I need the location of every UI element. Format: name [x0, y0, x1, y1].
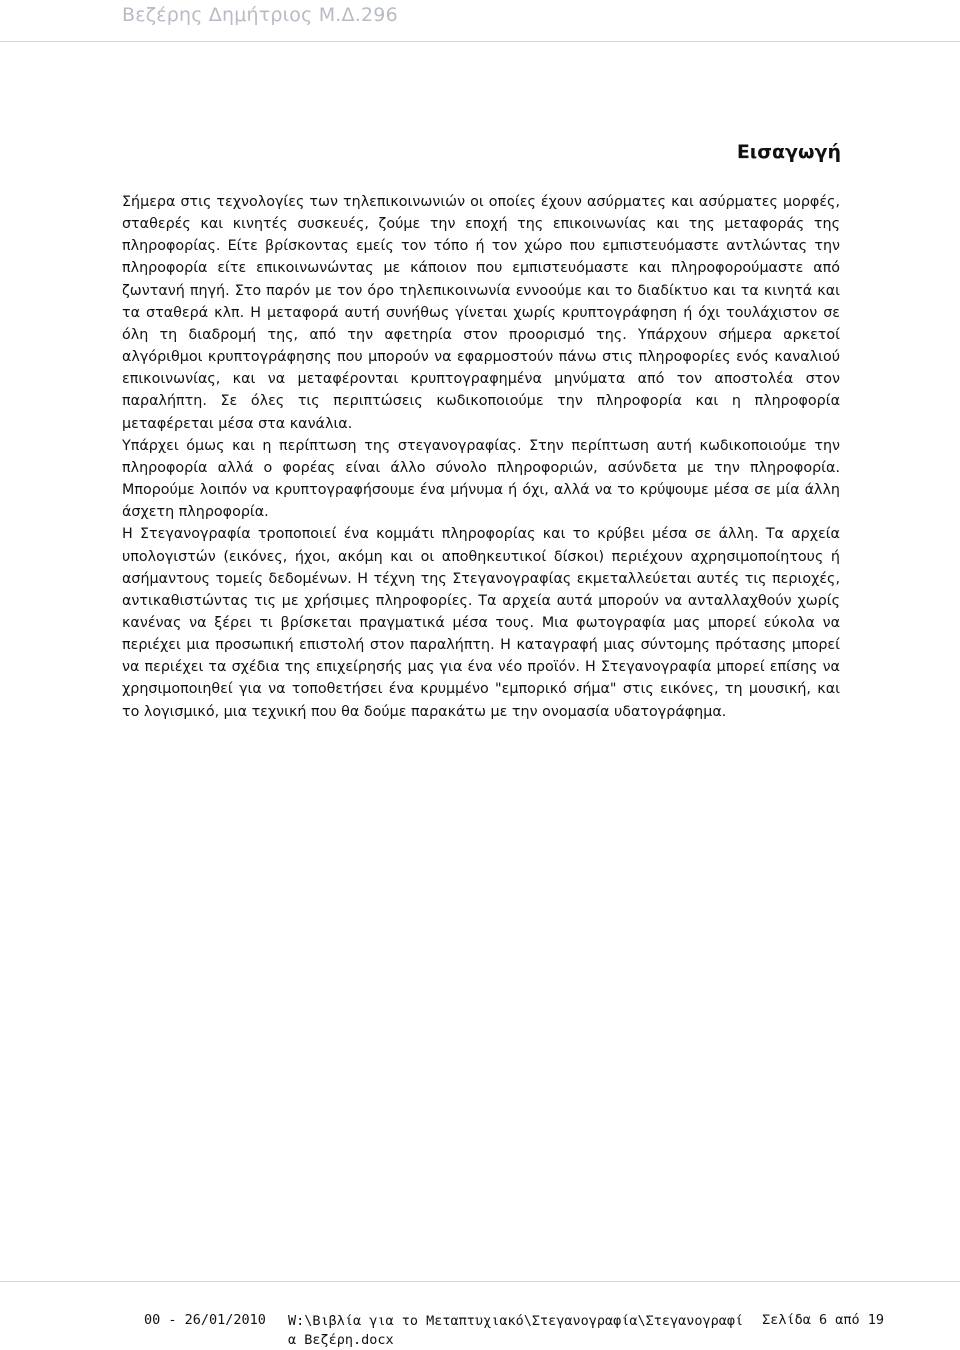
- paragraph: Υπάρχει όμως και η περίπτωση της στεγανογραφίας. Στην περίπτωση αυτή κωδικοποιούμε την πληροφορία αλλά ο φορέας είναι άλλο σύνολο πληροφοριών, ασύνδετα με την πληροφορία. Μπορούμε λοιπόν να κρυπτογραφήσουμε ένα μήνυμα ή όχι, αλλά να το κρύψουμε μέσα σε μία άλλη άσχετη πληροφορία.: [122, 437, 840, 521]
- footer-date: 00 - 26/01/2010: [144, 1312, 266, 1328]
- page-header-author: Βεζέρης Δημήτριος Μ.Δ.296: [122, 4, 398, 26]
- header-divider: [0, 41, 960, 42]
- document-body: [122, 191, 840, 723]
- section-title: Εισαγωγή: [736, 141, 841, 163]
- paragraph: Η Στεγανογραφία τροποποιεί ένα κομμάτι πληροφορίας και το κρύβει μέσα σε άλλη. Τα αρχεία υπολογιστών (εικόνες, ήχοι, ακόμη και οι αποθηκευτικοί δίσκοι) περιέχουν αχρησιμοποίητους ή ασήμαντους τομείς δεδομένων. Η τέχνη της Στεγανογραφίας εκμεταλλεύεται αυτές τις περιοχές, αντικαθιστώντας τις με χρήσιμες πληροφορίες. Τα αρχεία αυτά μπορούν να ανταλλαχθούν χωρίς κανένας να ξέρει τι βρίσκεται πραγματικά μέσα τους. Μια φωτογραφία μας μπορεί εύκολα να περιέχει μια προσωπική επιστολή στον παραλήπτη. Η καταγραφή μιας σύντομης πρότασης μπορεί να περιέχει τα σχέδια της επιχείρησής μας για ένα νέο προϊόν. Η Στεγανογραφία μπορεί επίσης να χρησιμοποιηθεί για να τοποθετήσει ένα κρυμμένο "εμπορικό σήμα" στις εικόνες, τη μουσική, και το λογισμικό, μια τεχνική που θα δούμε παρακάτω με την ονομασία υδατογράφημα.: [122, 526, 840, 720]
- paragraph: Σήμερα στις τεχνολογίες των τηλεπικοινωνιών οι οποίες έχουν ασύρματες και ασύρματες μορφές, σταθερές και κινητές συσκευές, ζούμε την εποχή της επικοινωνίας και της μεταφοράς της πληροφορίας. Είτε βρίσκοντας εμείς τον τόπο ή τον χώρο που εμπιστευόμαστε αντλώντας την πληροφορία είτε επικοινωνώντας με κάποιον που εμπιστευόμαστε και πληροφορούμαστε από ζωντανή πηγή. Στο παρόν με τον όρο τηλεπικοινωνία εννοούμε και το διαδίκτυο και τα κινητά και τα σταθερά κλπ. Η μεταφορά αυτή συνήθως γίνεται χωρίς κρυπτογράφηση ή όχι τουλάχιστον σε όλη τη διαδρομή της, από την αφετηρία στον προορισμό της. Υπάρχουν σήμερα αρκετοί αλγόριθμοι κρυπτογράφησης που μπορούν να εφαρμοστούν πάνω στις πληροφορίες ενός καναλιού επικοινωνίας, και να μεταφέρονται κρυπτογραφημένα μηνύματα από τον αποστολέα στον παραλήπτη. Σε όλες τις περιπτώσεις κωδικοποιούμε την πληροφορία και η πληροφορία μεταφέρεται μέσα στα κανάλια.: [122, 194, 840, 432]
- footer-file-path: W:\Βιβλία για το Μεταπτυχιακό\Στεγανογραφία\Στεγανογραφία Βεζέρη.docx: [288, 1313, 744, 1348]
- footer-page-number: Σελίδα 6 από 19: [762, 1312, 884, 1328]
- footer-divider: [0, 1281, 960, 1282]
